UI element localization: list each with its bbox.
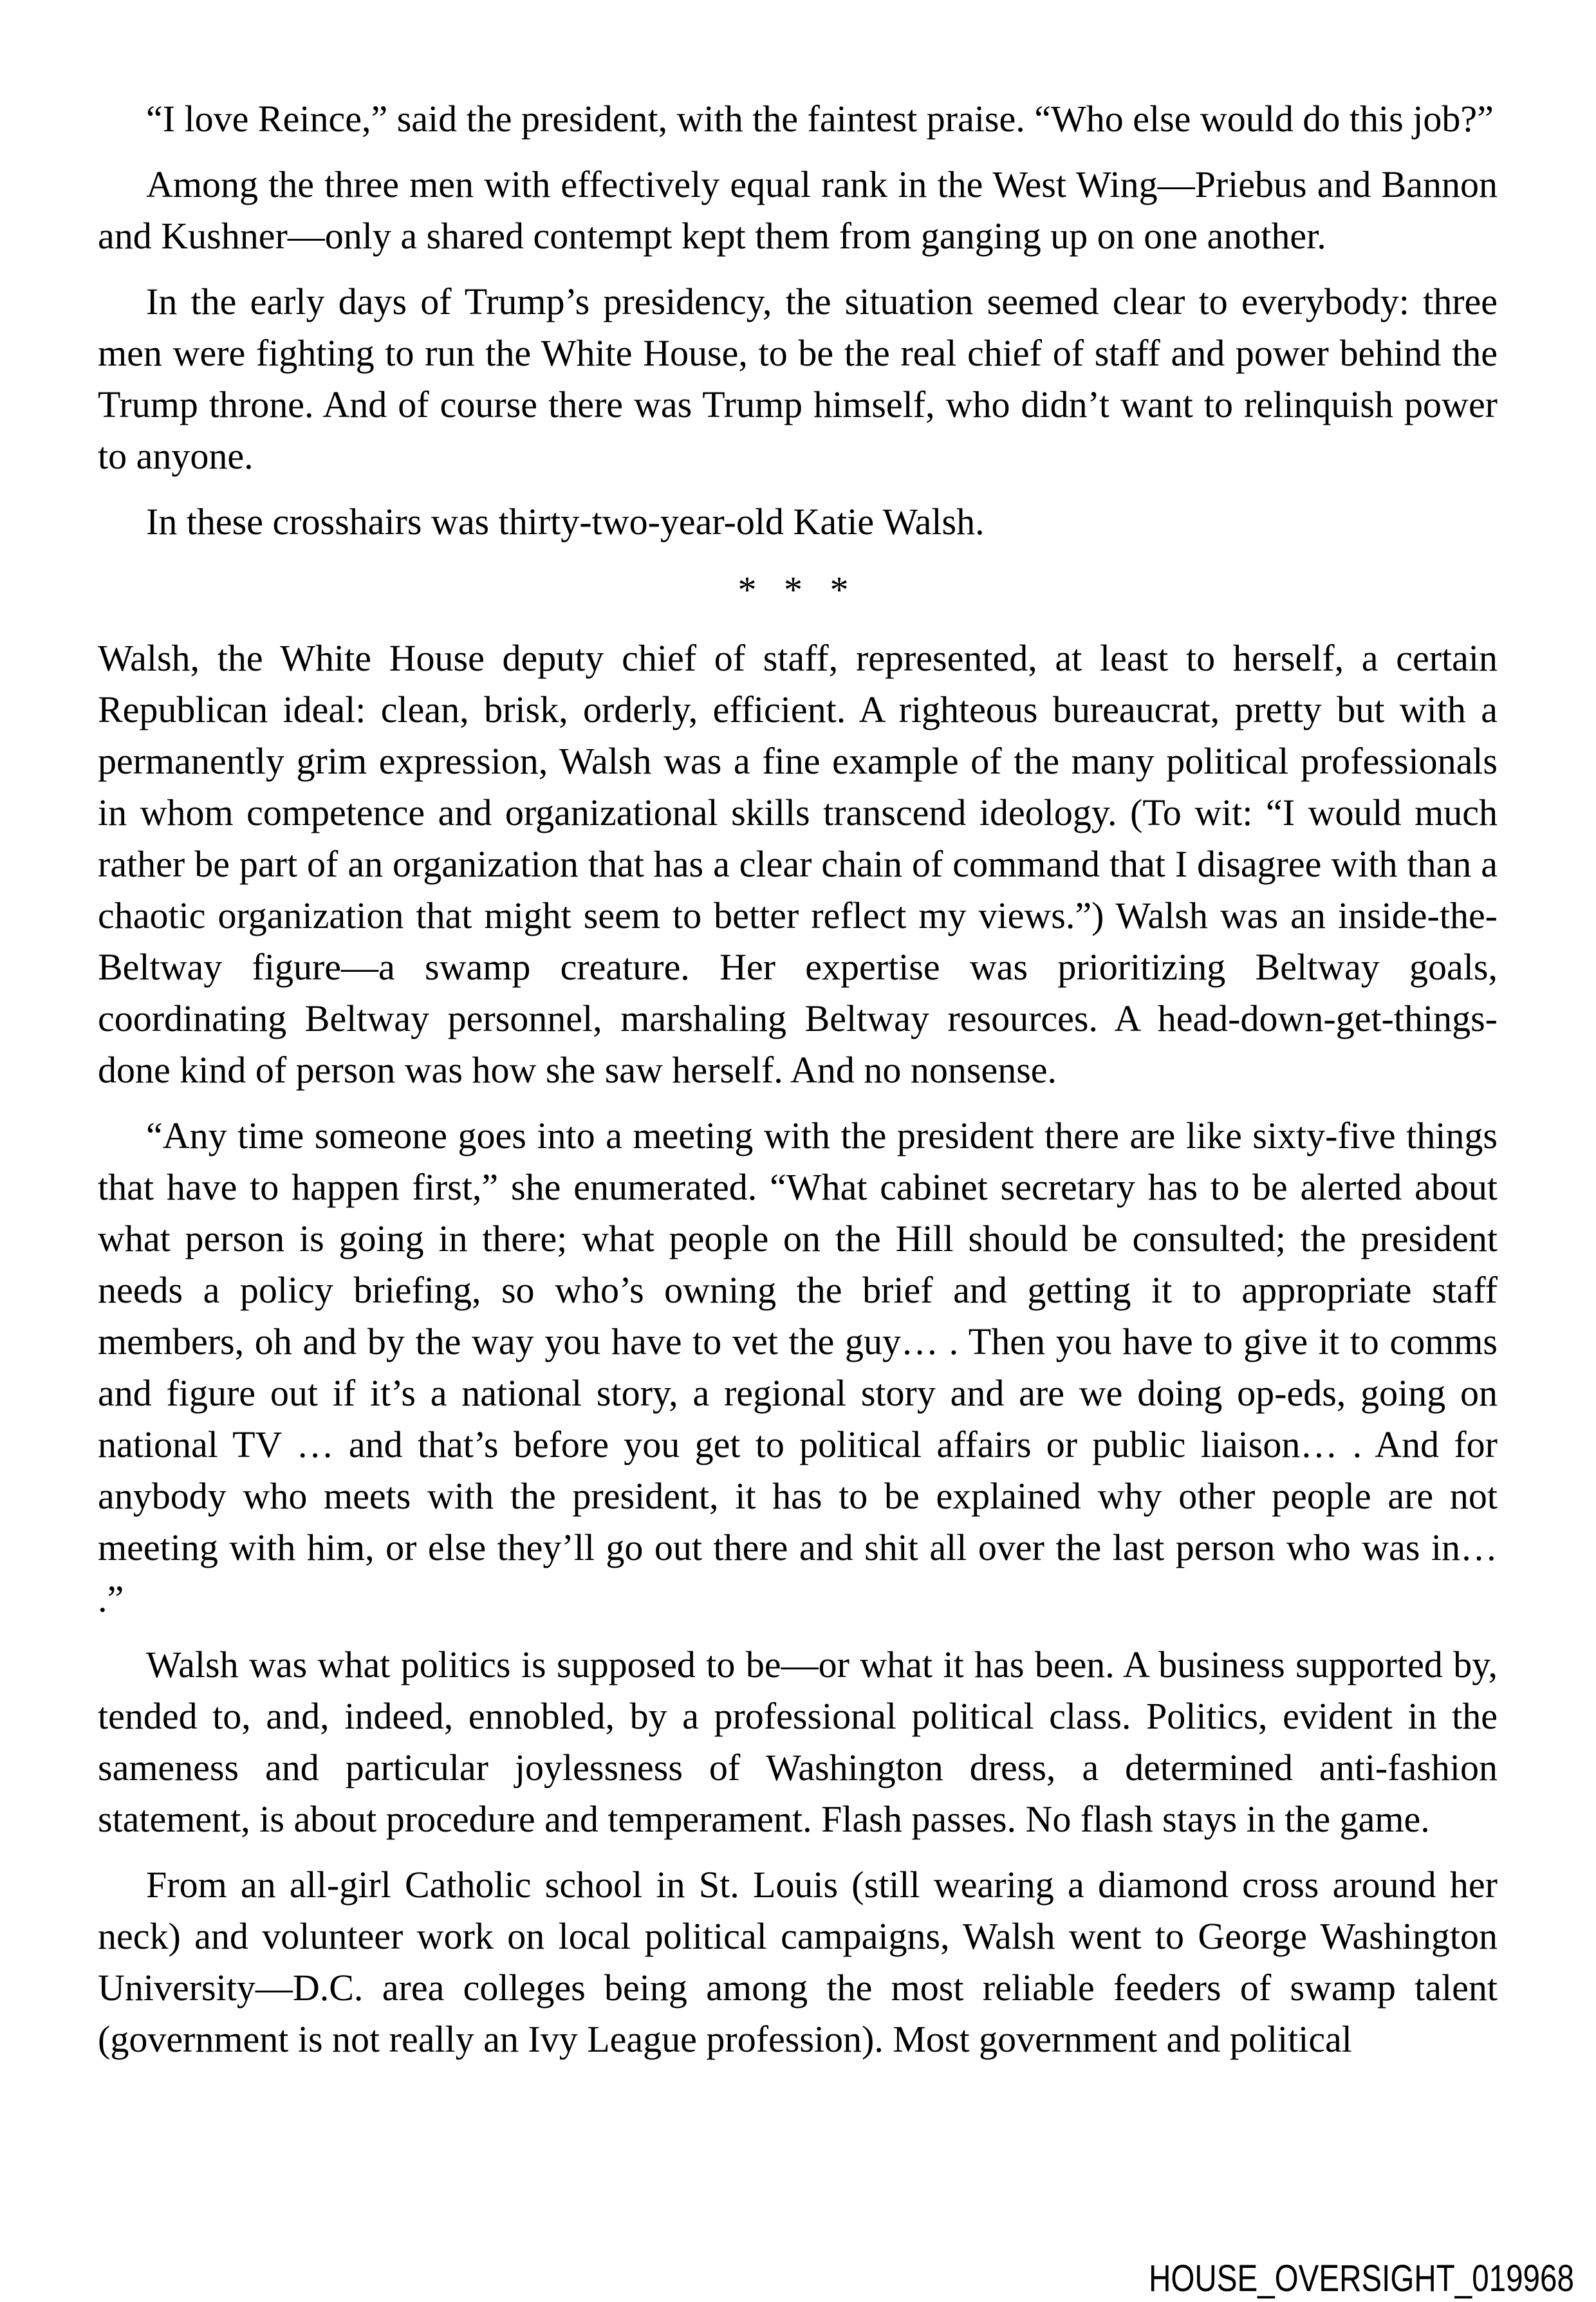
paragraph: Walsh was what politics is supposed to be—or what it has been. A business supported by, tended to, and, indeed, ennobled, by a professional political class. Politics, evident in the sameness and particular joylessness of Washington dress, a determined anti-fashion statement, is about procedure and temperament. Flash passes. No flash stays in the game. [98,1644,1498,1840]
bates-stamp: HOUSE_OVERSIGHT_019968 [1149,2258,1574,2299]
paragraph: From an all-girl Catholic school in St. Louis (still wearing a diamond cross around her neck) and volunteer work on local political campaigns, Walsh went to George Washington University—D.C. area colleges being among the most reliable feeders of swamp talent (government is not really an Ivy League profession). Most government and political [98,1864,1498,2060]
paragraph: “Any time someone goes into a meeting with the president there are like sixty-five things that have to happen first,” she enumerated. “What cabinet secretary has to be alerted about what person is going in there; what people on the Hill should be consulted; the president needs a policy briefing, so who’s owning the brief and getting it to appropriate staff members, oh and by the way you have to vet the guy… . Then you have to give it to comms and figure out if it’s a national story, a regional story and are we doing op-eds, going on national TV … and that’s before you get to political affairs or public liaison… . And for anybody who meets with the president, it has to be explained why other people are not meeting with him, or else they’ll go out there and shit all over the last person who was in… .” [98,1115,1498,1620]
paragraph: In the early days of Trump’s presidency, the situation seemed clear to everybody: three men were fighting to run the White House, to be the real chief of staff and power behind the Trump throne. And of course there was Trump himself, who didn’t want to relinquish power to anyone. [98,281,1498,477]
paragraph: Among the three men with effectively equal rank in the West Wing—Priebus and Bannon and Kushner—only a shared contempt kept them from ganging up on one another. [98,163,1498,257]
paragraph: “I love Reince,” said the president, with the faintest praise. “Who else would do this job?” [146,98,1494,140]
section-divider: * * * [738,569,858,611]
paragraph: In these crosshairs was thirty-two-year-old Katie Walsh. [146,501,985,543]
body-text [98,93,1498,2079]
paragraph: Walsh, the White House deputy chief of staff, represented, at least to herself, a certain Republican ideal: clean, brisk, orderly, efficient. A righteous bureaucrat, pretty but with a permanently grim expression, Walsh was a fine example of the many political professionals in whom competence and organizational skills transcend ideology. (To wit: “I would much rather be part of an organization that has a clear chain of command that I disagree with than a chaotic organization that might seem to better reflect my views.”) Walsh was an inside-the-Beltway figure—a swamp creature. Her expertise was prioritizing Beltway goals, coordinating Beltway personnel, marshaling Beltway resources. A head-down-get-things-done kind of person was how she saw herself. And no nonsense. [98,637,1498,1091]
